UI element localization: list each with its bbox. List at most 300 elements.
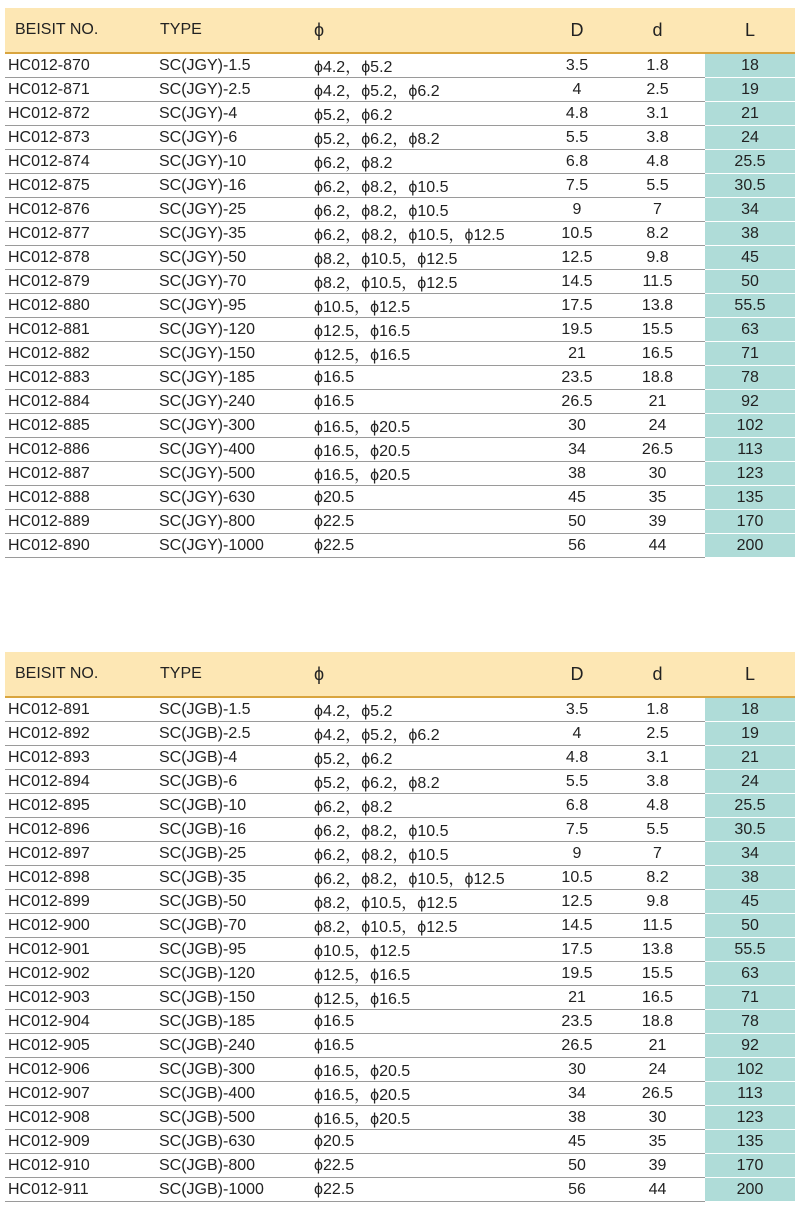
cell-length: 30.5: [705, 818, 795, 842]
table-row: [5, 818, 795, 842]
cell-phi: ϕ4.2，ϕ5.2: [309, 53, 544, 78]
cell-type: SC(JGB)-150: [156, 986, 309, 1010]
cell-d-outer: 45: [544, 1130, 610, 1154]
header-row: [5, 8, 795, 53]
cell-d-inner: 16.5: [610, 986, 705, 1010]
cell-phi: ϕ22.5: [309, 1178, 544, 1202]
cell-beisit-no: HC012-877: [5, 222, 156, 246]
table-row: [5, 438, 795, 462]
table-row: [5, 174, 795, 198]
cell-phi: ϕ5.2，ϕ6.2: [309, 102, 544, 126]
cell-d-outer: 6.8: [544, 150, 610, 174]
cell-phi: ϕ6.2，ϕ8.2，ϕ10.5，ϕ12.5: [309, 866, 544, 890]
cell-phi: ϕ20.5: [309, 486, 544, 510]
cell-length: 55.5: [705, 938, 795, 962]
cell-phi: ϕ6.2，ϕ8.2，ϕ10.5，ϕ12.5: [309, 222, 544, 246]
cell-type: SC(JGY)-150: [156, 342, 309, 366]
cell-type: SC(JGY)-120: [156, 318, 309, 342]
cell-d-inner: 26.5: [610, 1082, 705, 1106]
cell-d-inner: 2.5: [610, 78, 705, 102]
cell-d-inner: 3.8: [610, 770, 705, 794]
cell-beisit-no: HC012-888: [5, 486, 156, 510]
cell-type: SC(JGB)-185: [156, 1010, 309, 1034]
cell-d-outer: 19.5: [544, 318, 610, 342]
table-row: [5, 794, 795, 818]
cell-d-inner: 35: [610, 1130, 705, 1154]
cell-beisit-no: HC012-910: [5, 1154, 156, 1178]
cell-d-inner: 8.2: [610, 222, 705, 246]
cell-type: SC(JGY)-240: [156, 390, 309, 414]
cell-beisit-no: HC012-901: [5, 938, 156, 962]
cell-d-inner: 9.8: [610, 890, 705, 914]
cell-length: 55.5: [705, 294, 795, 318]
cell-beisit-no: HC012-870: [5, 53, 156, 78]
cell-type: SC(JGY)-25: [156, 198, 309, 222]
cell-type: SC(JGB)-25: [156, 842, 309, 866]
table-row: [5, 722, 795, 746]
cell-phi: ϕ8.2，ϕ10.5，ϕ12.5: [309, 890, 544, 914]
cell-length: 63: [705, 962, 795, 986]
cell-phi: ϕ5.2，ϕ6.2，ϕ8.2: [309, 126, 544, 150]
cell-d-outer: 56: [544, 534, 610, 558]
cell-phi: ϕ16.5，ϕ20.5: [309, 1106, 544, 1130]
header-type: TYPE: [156, 8, 309, 53]
cell-type: SC(JGY)-10: [156, 150, 309, 174]
cell-type: SC(JGY)-16: [156, 174, 309, 198]
cell-beisit-no: HC012-899: [5, 890, 156, 914]
table-row: [5, 770, 795, 794]
cell-d-outer: 50: [544, 1154, 610, 1178]
cell-type: SC(JGY)-6: [156, 126, 309, 150]
table-body: [5, 697, 795, 1202]
cell-length: 30.5: [705, 174, 795, 198]
table-row: [5, 1130, 795, 1154]
cell-length: 19: [705, 78, 795, 102]
cell-d-outer: 9: [544, 842, 610, 866]
cell-phi: ϕ12.5，ϕ16.5: [309, 318, 544, 342]
cell-d-outer: 10.5: [544, 866, 610, 890]
header-phi: ϕ: [309, 8, 544, 53]
cell-phi: ϕ22.5: [309, 510, 544, 534]
cell-phi: ϕ16.5，ϕ20.5: [309, 438, 544, 462]
cell-beisit-no: HC012-909: [5, 1130, 156, 1154]
cell-phi: ϕ16.5: [309, 1010, 544, 1034]
cell-d-inner: 35: [610, 486, 705, 510]
header-phi: ϕ: [309, 652, 544, 697]
cell-phi: ϕ6.2，ϕ8.2: [309, 150, 544, 174]
cell-phi: ϕ22.5: [309, 1154, 544, 1178]
cell-type: SC(JGB)-50: [156, 890, 309, 914]
table-row: [5, 1154, 795, 1178]
table-row: [5, 986, 795, 1010]
table-row: [5, 198, 795, 222]
cell-type: SC(JGY)-300: [156, 414, 309, 438]
cell-d-outer: 17.5: [544, 938, 610, 962]
cell-length: 19: [705, 722, 795, 746]
cell-phi: ϕ16.5，ϕ20.5: [309, 1058, 544, 1082]
cell-beisit-no: HC012-889: [5, 510, 156, 534]
cell-d-inner: 1.8: [610, 697, 705, 722]
cell-beisit-no: HC012-902: [5, 962, 156, 986]
cell-length: 21: [705, 102, 795, 126]
table-header: [5, 8, 795, 53]
table-row: [5, 1010, 795, 1034]
cell-phi: ϕ5.2，ϕ6.2: [309, 746, 544, 770]
cell-phi: ϕ16.5: [309, 390, 544, 414]
cell-type: SC(JGB)-35: [156, 866, 309, 890]
cell-length: 34: [705, 198, 795, 222]
cell-length: 25.5: [705, 794, 795, 818]
cell-length: 200: [705, 534, 795, 558]
table-row: [5, 222, 795, 246]
cell-type: SC(JGY)-800: [156, 510, 309, 534]
table-row: [5, 462, 795, 486]
cell-beisit-no: HC012-891: [5, 697, 156, 722]
cell-beisit-no: HC012-878: [5, 246, 156, 270]
cell-beisit-no: HC012-882: [5, 342, 156, 366]
cell-d-outer: 4: [544, 722, 610, 746]
cell-length: 38: [705, 222, 795, 246]
cell-d-outer: 21: [544, 342, 610, 366]
cell-beisit-no: HC012-911: [5, 1178, 156, 1202]
cell-length: 135: [705, 1130, 795, 1154]
header-d-inner: d: [610, 652, 705, 697]
cell-beisit-no: HC012-881: [5, 318, 156, 342]
cell-d-inner: 39: [610, 510, 705, 534]
table-row: [5, 534, 795, 558]
cell-beisit-no: HC012-894: [5, 770, 156, 794]
cell-length: 123: [705, 1106, 795, 1130]
cell-d-outer: 23.5: [544, 366, 610, 390]
cell-phi: ϕ10.5，ϕ12.5: [309, 294, 544, 318]
cell-d-outer: 4: [544, 78, 610, 102]
cell-phi: ϕ8.2，ϕ10.5，ϕ12.5: [309, 246, 544, 270]
cell-d-outer: 34: [544, 438, 610, 462]
cell-d-inner: 30: [610, 1106, 705, 1130]
cell-beisit-no: HC012-872: [5, 102, 156, 126]
cell-d-inner: 4.8: [610, 794, 705, 818]
cell-d-inner: 13.8: [610, 938, 705, 962]
cell-type: SC(JGY)-70: [156, 270, 309, 294]
cell-type: SC(JGB)-630: [156, 1130, 309, 1154]
table-row: [5, 366, 795, 390]
table-row: [5, 842, 795, 866]
cell-length: 45: [705, 246, 795, 270]
table-row: [5, 890, 795, 914]
cell-d-outer: 23.5: [544, 1010, 610, 1034]
cell-d-inner: 15.5: [610, 318, 705, 342]
cell-d-outer: 14.5: [544, 270, 610, 294]
cell-d-inner: 44: [610, 1178, 705, 1202]
cell-beisit-no: HC012-883: [5, 366, 156, 390]
table-row: [5, 486, 795, 510]
cell-d-inner: 16.5: [610, 342, 705, 366]
cell-d-inner: 21: [610, 1034, 705, 1058]
cell-length: 102: [705, 1058, 795, 1082]
cell-phi: ϕ6.2，ϕ8.2，ϕ10.5: [309, 198, 544, 222]
table-row: [5, 1034, 795, 1058]
cell-beisit-no: HC012-895: [5, 794, 156, 818]
table-row: [5, 938, 795, 962]
cell-length: 113: [705, 1082, 795, 1106]
cell-length: 38: [705, 866, 795, 890]
cell-type: SC(JGB)-800: [156, 1154, 309, 1178]
cell-phi: ϕ16.5: [309, 1034, 544, 1058]
table-row: [5, 126, 795, 150]
cell-d-outer: 5.5: [544, 770, 610, 794]
cell-d-outer: 30: [544, 1058, 610, 1082]
cell-length: 170: [705, 510, 795, 534]
cell-d-inner: 7: [610, 198, 705, 222]
cell-length: 50: [705, 914, 795, 938]
table-row: [5, 914, 795, 938]
cell-d-outer: 9: [544, 198, 610, 222]
cell-length: 34: [705, 842, 795, 866]
cell-length: 78: [705, 1010, 795, 1034]
header-length: L: [705, 8, 795, 53]
header-length: L: [705, 652, 795, 697]
cell-phi: ϕ6.2，ϕ8.2: [309, 794, 544, 818]
cell-d-inner: 8.2: [610, 866, 705, 890]
cell-length: 92: [705, 390, 795, 414]
table-row: [5, 962, 795, 986]
table-row: [5, 746, 795, 770]
cell-d-outer: 6.8: [544, 794, 610, 818]
table-row: [5, 1082, 795, 1106]
header-d-outer: D: [544, 652, 610, 697]
cell-phi: ϕ20.5: [309, 1130, 544, 1154]
cell-length: 18: [705, 53, 795, 78]
table-row: [5, 1106, 795, 1130]
cell-phi: ϕ12.5，ϕ16.5: [309, 986, 544, 1010]
cell-phi: ϕ12.5，ϕ16.5: [309, 342, 544, 366]
cell-d-outer: 5.5: [544, 126, 610, 150]
cell-phi: ϕ6.2，ϕ8.2，ϕ10.5: [309, 842, 544, 866]
cell-phi: ϕ8.2，ϕ10.5，ϕ12.5: [309, 914, 544, 938]
table-row: [5, 294, 795, 318]
cell-beisit-no: HC012-875: [5, 174, 156, 198]
spec-table-jgy: [5, 8, 795, 558]
cell-d-inner: 18.8: [610, 366, 705, 390]
cell-phi: ϕ16.5，ϕ20.5: [309, 462, 544, 486]
cell-length: 18: [705, 697, 795, 722]
cell-d-inner: 5.5: [610, 174, 705, 198]
cell-d-outer: 19.5: [544, 962, 610, 986]
cell-phi: ϕ4.2，ϕ5.2: [309, 697, 544, 722]
cell-type: SC(JGB)-500: [156, 1106, 309, 1130]
table-row: [5, 1058, 795, 1082]
cell-beisit-no: HC012-905: [5, 1034, 156, 1058]
cell-beisit-no: HC012-900: [5, 914, 156, 938]
cell-d-inner: 9.8: [610, 246, 705, 270]
cell-beisit-no: HC012-893: [5, 746, 156, 770]
cell-d-inner: 1.8: [610, 53, 705, 78]
cell-type: SC(JGB)-300: [156, 1058, 309, 1082]
cell-d-outer: 38: [544, 462, 610, 486]
cell-type: SC(JGY)-95: [156, 294, 309, 318]
cell-d-outer: 3.5: [544, 53, 610, 78]
cell-length: 135: [705, 486, 795, 510]
cell-d-inner: 21: [610, 390, 705, 414]
table-row: [5, 510, 795, 534]
cell-beisit-no: HC012-886: [5, 438, 156, 462]
table-row: [5, 342, 795, 366]
cell-type: SC(JGB)-4: [156, 746, 309, 770]
cell-beisit-no: HC012-896: [5, 818, 156, 842]
cell-phi: ϕ10.5，ϕ12.5: [309, 938, 544, 962]
table-row: [5, 53, 795, 78]
cell-d-outer: 4.8: [544, 102, 610, 126]
cell-d-outer: 10.5: [544, 222, 610, 246]
cell-beisit-no: HC012-908: [5, 1106, 156, 1130]
cell-type: SC(JGB)-400: [156, 1082, 309, 1106]
cell-d-outer: 50: [544, 510, 610, 534]
cell-d-inner: 39: [610, 1154, 705, 1178]
cell-d-inner: 26.5: [610, 438, 705, 462]
cell-type: SC(JGB)-95: [156, 938, 309, 962]
cell-type: SC(JGB)-120: [156, 962, 309, 986]
cell-type: SC(JGY)-1000: [156, 534, 309, 558]
cell-type: SC(JGY)-50: [156, 246, 309, 270]
cell-d-inner: 11.5: [610, 914, 705, 938]
cell-type: SC(JGY)-35: [156, 222, 309, 246]
cell-d-inner: 4.8: [610, 150, 705, 174]
cell-type: SC(JGB)-70: [156, 914, 309, 938]
cell-d-outer: 26.5: [544, 1034, 610, 1058]
cell-beisit-no: HC012-907: [5, 1082, 156, 1106]
cell-type: SC(JGY)-1.5: [156, 53, 309, 78]
cell-beisit-no: HC012-880: [5, 294, 156, 318]
cell-beisit-no: HC012-885: [5, 414, 156, 438]
cell-phi: ϕ6.2，ϕ8.2，ϕ10.5: [309, 174, 544, 198]
cell-beisit-no: HC012-892: [5, 722, 156, 746]
cell-d-outer: 45: [544, 486, 610, 510]
cell-type: SC(JGY)-2.5: [156, 78, 309, 102]
table-row: [5, 150, 795, 174]
cell-beisit-no: HC012-903: [5, 986, 156, 1010]
cell-length: 21: [705, 746, 795, 770]
cell-length: 92: [705, 1034, 795, 1058]
cell-type: SC(JGB)-10: [156, 794, 309, 818]
cell-d-inner: 13.8: [610, 294, 705, 318]
cell-length: 45: [705, 890, 795, 914]
cell-beisit-no: HC012-897: [5, 842, 156, 866]
cell-length: 71: [705, 986, 795, 1010]
cell-d-inner: 3.8: [610, 126, 705, 150]
cell-beisit-no: HC012-904: [5, 1010, 156, 1034]
cell-d-outer: 12.5: [544, 890, 610, 914]
cell-phi: ϕ22.5: [309, 534, 544, 558]
table-row: [5, 78, 795, 102]
cell-d-outer: 7.5: [544, 174, 610, 198]
table-body: [5, 53, 795, 558]
table-row: [5, 270, 795, 294]
cell-length: 25.5: [705, 150, 795, 174]
cell-length: 50: [705, 270, 795, 294]
cell-d-inner: 3.1: [610, 102, 705, 126]
cell-type: SC(JGB)-240: [156, 1034, 309, 1058]
header-d-inner: d: [610, 8, 705, 53]
cell-d-inner: 24: [610, 1058, 705, 1082]
cell-d-inner: 7: [610, 842, 705, 866]
cell-length: 71: [705, 342, 795, 366]
cell-type: SC(JGB)-1000: [156, 1178, 309, 1202]
cell-type: SC(JGY)-500: [156, 462, 309, 486]
spec-table-jgb: [5, 652, 795, 1202]
cell-beisit-no: HC012-898: [5, 866, 156, 890]
cell-length: 123: [705, 462, 795, 486]
cell-d-outer: 4.8: [544, 746, 610, 770]
cell-type: SC(JGB)-1.5: [156, 697, 309, 722]
cell-beisit-no: HC012-884: [5, 390, 156, 414]
cell-beisit-no: HC012-871: [5, 78, 156, 102]
cell-type: SC(JGY)-4: [156, 102, 309, 126]
cell-phi: ϕ8.2，ϕ10.5，ϕ12.5: [309, 270, 544, 294]
cell-type: SC(JGB)-2.5: [156, 722, 309, 746]
cell-beisit-no: HC012-876: [5, 198, 156, 222]
table-row: [5, 414, 795, 438]
cell-phi: ϕ16.5，ϕ20.5: [309, 414, 544, 438]
cell-beisit-no: HC012-887: [5, 462, 156, 486]
cell-d-outer: 26.5: [544, 390, 610, 414]
cell-length: 113: [705, 438, 795, 462]
header-type: TYPE: [156, 652, 309, 697]
cell-d-inner: 3.1: [610, 746, 705, 770]
cell-d-outer: 56: [544, 1178, 610, 1202]
cell-beisit-no: HC012-906: [5, 1058, 156, 1082]
cell-d-outer: 12.5: [544, 246, 610, 270]
cell-phi: ϕ4.2，ϕ5.2，ϕ6.2: [309, 78, 544, 102]
table-header: [5, 652, 795, 697]
header-beisit-no: BEISIT NO.: [5, 8, 156, 53]
cell-d-outer: 21: [544, 986, 610, 1010]
cell-d-outer: 7.5: [544, 818, 610, 842]
cell-d-inner: 5.5: [610, 818, 705, 842]
cell-d-outer: 14.5: [544, 914, 610, 938]
cell-type: SC(JGB)-16: [156, 818, 309, 842]
cell-length: 102: [705, 414, 795, 438]
cell-type: SC(JGY)-185: [156, 366, 309, 390]
cell-phi: ϕ4.2，ϕ5.2，ϕ6.2: [309, 722, 544, 746]
cell-d-inner: 24: [610, 414, 705, 438]
cell-d-inner: 18.8: [610, 1010, 705, 1034]
cell-d-outer: 34: [544, 1082, 610, 1106]
cell-length: 170: [705, 1154, 795, 1178]
table-row: [5, 866, 795, 890]
cell-beisit-no: HC012-873: [5, 126, 156, 150]
cell-beisit-no: HC012-890: [5, 534, 156, 558]
cell-length: 63: [705, 318, 795, 342]
cell-length: 24: [705, 770, 795, 794]
cell-d-inner: 15.5: [610, 962, 705, 986]
table-row: [5, 318, 795, 342]
cell-phi: ϕ16.5: [309, 366, 544, 390]
table-row: [5, 697, 795, 722]
cell-d-inner: 44: [610, 534, 705, 558]
cell-length: 78: [705, 366, 795, 390]
table-row: [5, 102, 795, 126]
cell-beisit-no: HC012-879: [5, 270, 156, 294]
table-row: [5, 246, 795, 270]
header-row: [5, 652, 795, 697]
cell-length: 24: [705, 126, 795, 150]
cell-type: SC(JGY)-630: [156, 486, 309, 510]
cell-type: SC(JGY)-400: [156, 438, 309, 462]
cell-phi: ϕ6.2，ϕ8.2，ϕ10.5: [309, 818, 544, 842]
cell-phi: ϕ5.2，ϕ6.2，ϕ8.2: [309, 770, 544, 794]
cell-type: SC(JGB)-6: [156, 770, 309, 794]
table-row: [5, 390, 795, 414]
